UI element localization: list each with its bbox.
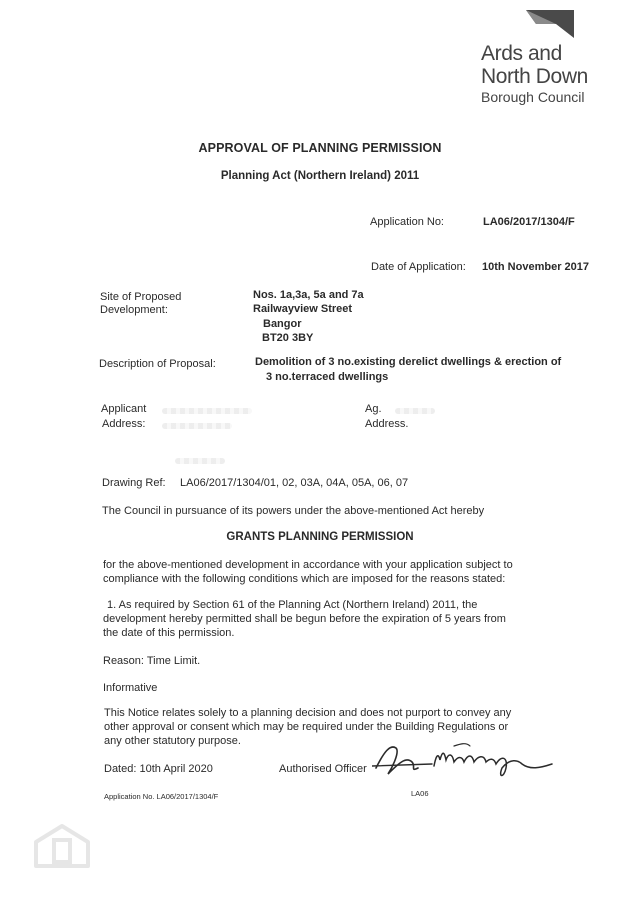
application-date-value: 10th November 2017 (482, 261, 589, 273)
notice-line-2: other approval or consent which may be required under the Building Regulations or (104, 721, 509, 733)
logo-line-1: Ards and (481, 42, 562, 65)
document-subtitle: Planning Act (Northern Ireland) 2011 (220, 170, 420, 182)
drawing-ref-value: LA06/2017/1304/01, 02, 03A, 04A, 05A, 06, 07 (180, 477, 409, 489)
site-address-line-2: Railwayview Street (253, 303, 353, 315)
condition-line-1: 1. As required by Section 61 of the Planning Act (Northern Ireland) 2011, the (107, 599, 478, 611)
site-address-line-4: BT20 3BY (262, 332, 314, 344)
redacted-applicant-name (162, 408, 252, 414)
council-logo-icon (526, 10, 574, 38)
officer-signature (372, 734, 582, 782)
condition-line-2: development hereby permitted shall be begun before the expiration of 5 years from (103, 613, 506, 625)
accordance-line-1: for the above-mentioned development in accordance with your application subject to (103, 559, 513, 571)
site-label-line-1: Site of Proposed (100, 291, 182, 303)
agent-address-label: Address. (365, 418, 409, 430)
notice-line-1: This Notice relates solely to a planning decision and does not purport to convey any (104, 707, 512, 719)
grants-heading: GRANTS PLANNING PERMISSION (226, 531, 414, 543)
proposal-line-2: 3 no.terraced dwellings (266, 371, 389, 383)
redacted-agent-name (395, 408, 435, 414)
document-title: APPROVAL OF PLANNING PERMISSION (198, 141, 442, 155)
application-no-value: LA06/2017/1304/F (483, 216, 575, 228)
redacted-applicant-address (162, 423, 232, 429)
watermark-logo-icon (32, 822, 92, 870)
footer-form-code: LA06 (411, 789, 429, 798)
notice-line-3: any other statutory purpose. (104, 735, 241, 747)
applicant-label: Applicant (101, 403, 147, 415)
condition-line-3: the date of this permission. (103, 627, 235, 639)
applicant-address-label: Address: (102, 418, 146, 430)
dated-text: Dated: 10th April 2020 (104, 763, 213, 775)
application-date-label: Date of Application: (371, 261, 466, 273)
footer-application-ref: Application No. LA06/2017/1304/F (104, 792, 219, 801)
reason-text: Reason: Time Limit. (103, 655, 201, 667)
agent-label: Ag. (365, 403, 382, 415)
site-address-line-3: Bangor (263, 318, 302, 330)
council-statement: The Council in pursuance of its powers under the above-mentioned Act hereby (102, 505, 485, 517)
site-label-line-2: Development: (100, 304, 168, 316)
application-no-label: Application No: (370, 216, 444, 228)
authorised-officer-label: Authorised Officer (279, 763, 367, 775)
council-logo (481, 42, 588, 106)
redacted-applicant-address-extra (175, 458, 225, 464)
accordance-line-2: compliance with the following conditions which are imposed for the reasons stated: (103, 573, 506, 585)
logo-line-2: North Down (481, 65, 588, 88)
logo-line-3: Borough Council (481, 89, 585, 105)
proposal-line-1: Demolition of 3 no.existing derelict dwellings & erection of (255, 356, 562, 368)
informative-heading: Informative (103, 682, 158, 694)
proposal-label: Description of Proposal: (99, 358, 216, 370)
site-address-line-1: Nos. 1a,3a, 5a and 7a (253, 289, 364, 301)
drawing-ref-label: Drawing Ref: (102, 477, 166, 489)
